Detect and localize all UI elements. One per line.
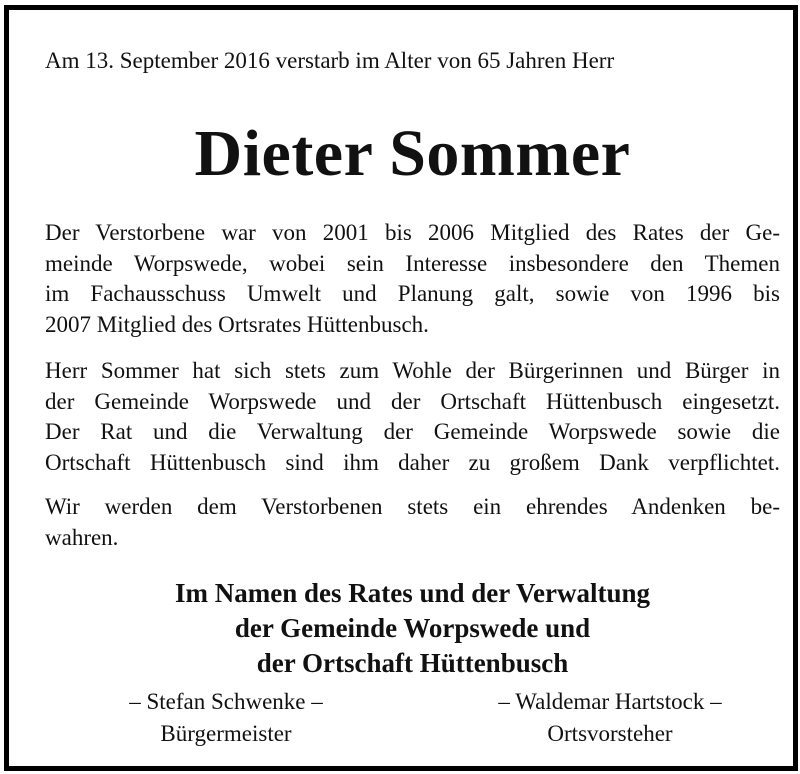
paragraph-1-line-1: Der Verstorbene war von 2001 bis 2006 Mitglied des Rates der Ge- — [45, 220, 780, 245]
notice-frame — [4, 5, 798, 771]
deceased-name: Dieter Sommer — [194, 117, 631, 190]
signer-title: Ortsvorsteher — [547, 721, 673, 746]
paragraph-3-line-2: wahren. — [45, 524, 119, 550]
paragraph-2 — [45, 356, 780, 479]
paragraph-2-line-1: Herr Sommer hat sich stets zum Wohle der Bürgerinnen und Bürger in — [45, 358, 780, 383]
closing-line-1: Im Namen des Rates und der Verwaltung — [174, 578, 651, 608]
signer-title: Bürgermeister — [160, 721, 292, 746]
paragraph-2-line-4: Ortschaft Hüttenbusch sind ihm daher zu großem Dank verpflichtet. — [45, 450, 780, 476]
signer-local-head — [455, 686, 765, 750]
paragraph-3 — [45, 492, 780, 553]
intro-line: Am 13. September 2016 verstarb im Alter von 65 Jahren Herr — [45, 48, 615, 73]
closing-line-3: der Ortschaft Hüttenbusch — [256, 648, 569, 678]
paragraph-2-line-2: der Gemeinde Worpswede und der Ortschaft Hüttenbusch eingesetzt. — [45, 388, 780, 414]
paragraph-1-line-3: im Fachausschuss Umwelt und Planung galt, sowie von 1996 bis — [45, 281, 780, 307]
paragraph-1 — [45, 218, 780, 341]
paragraph-2-line-3: Der Rat und die Verwaltung der Gemeinde Worpswede sowie die — [45, 419, 780, 445]
paragraph-1-line-4: 2007 Mitglied des Ortsrates Hüttenbusch. — [45, 312, 429, 338]
paragraph-1-line-2: meinde Worpswede, wobei sein Interesse insbesondere den Themen — [45, 250, 780, 276]
paragraph-3-line-1: Wir werden dem Verstorbenen stets ein ehrendes Andenken be- — [45, 494, 780, 519]
signer-mayor — [91, 686, 361, 750]
closing-block — [45, 576, 780, 681]
closing-line-2: der Gemeinde Worpswede und — [234, 613, 591, 643]
signer-name: – Waldemar Hartstock – — [498, 689, 722, 714]
signer-name: – Stefan Schwenke – — [129, 689, 323, 714]
